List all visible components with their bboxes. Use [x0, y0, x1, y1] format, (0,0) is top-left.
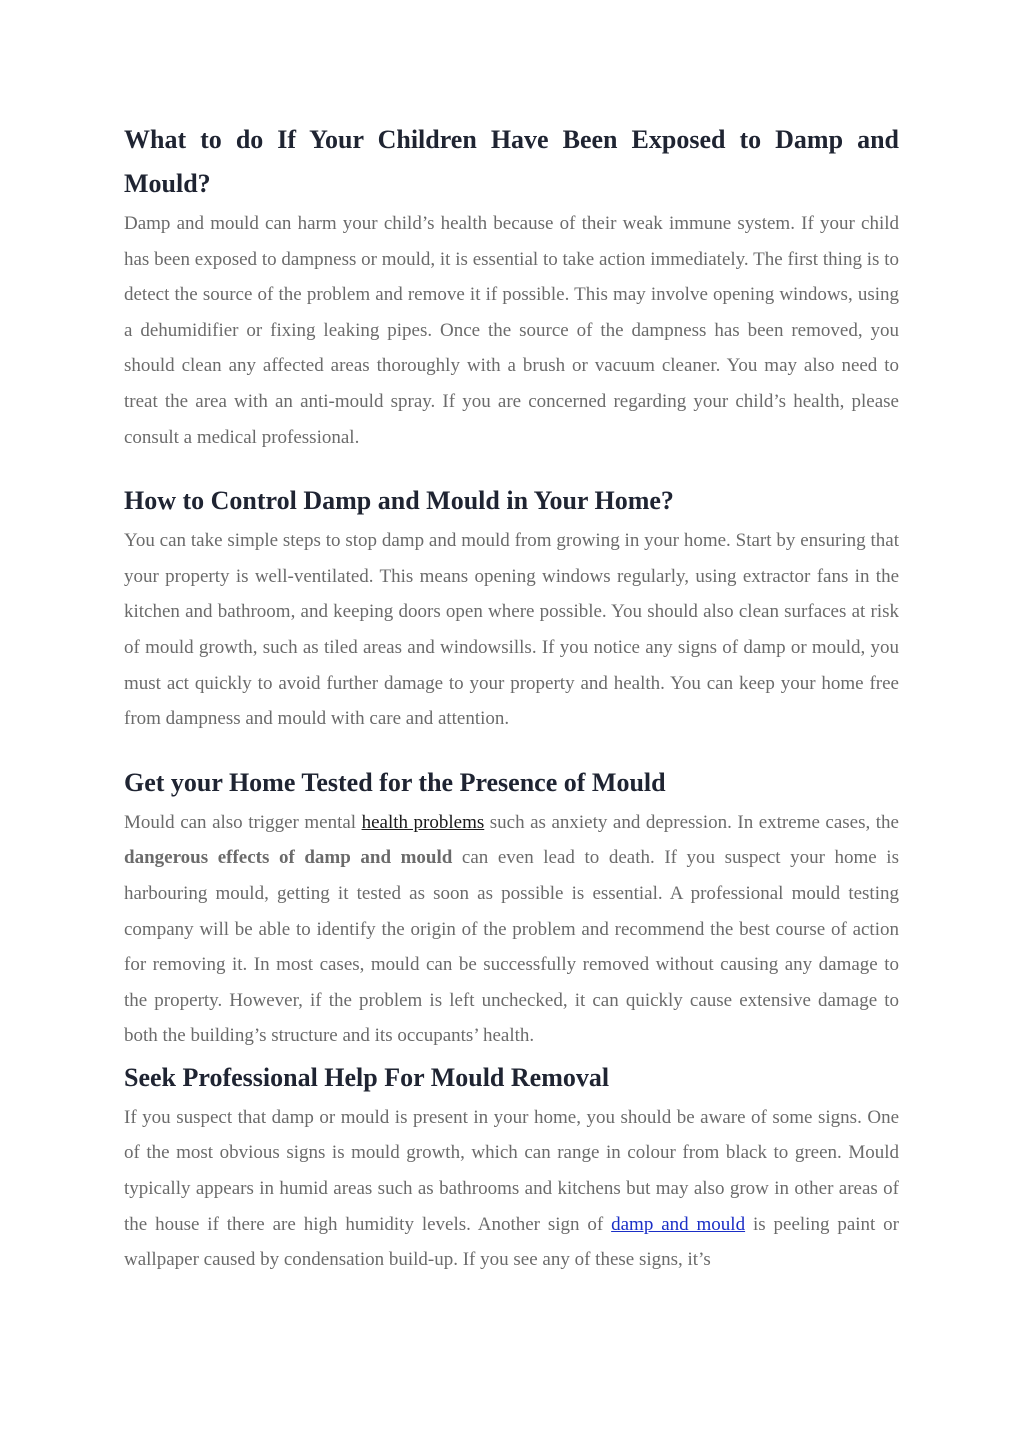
section-heading-home-testing: Get your Home Tested for the Presence of Mould — [124, 767, 666, 797]
paragraph-text: such as anxiety and depression. In extreme cases, the — [484, 811, 899, 833]
section-paragraph-professional-help — [124, 1100, 899, 1278]
damp-and-mould-link[interactable]: damp and mould — [611, 1213, 746, 1235]
section-paragraph-home-testing — [124, 805, 899, 1054]
section-paragraph-children-exposure: Damp and mould can harm your child’s health because of their weak immune system. If your child has been exposed to dampness or mould, it is essential to take action immediately. The first thing is to detect the source of the problem and remove it if possible. This may involve opening windows, using a dehumidifier or fixing leaking pipes. Once the source of the dampness has been removed, you should clean any affected areas thoroughly with a brush or vacuum cleaner. You may also need to treat the area with an anti-mould spray. If you are concerned regarding your child’s health, please consult a medical professional. — [124, 213, 899, 448]
health-problems-link[interactable]: health problems — [361, 811, 485, 833]
bold-phrase: dangerous effects of damp and mould — [124, 847, 453, 869]
section-heading-children-exposure: What to do If Your Children Have Been Exposed to Damp and Mould? — [124, 125, 899, 198]
paragraph-text: is peeling paint or wallpaper caused by condensation build-up. If you see any of these signs, it’s — [124, 1213, 900, 1271]
paragraph-text: can even lead to death. If you suspect your home is harbouring mould, getting it tested as soon as possible is essential. A professional mould testing company will be able to identify the origin of the problem and recommend the best course of action for removing it. In most cases, mould can be successfully removed without causing any damage to the property. However, if the problem is left unchecked, it can quickly cause extensive damage to both the building’s structure and its occupants’ health. — [124, 847, 899, 1047]
paragraph-text: Mould can also trigger mental — [124, 811, 362, 833]
section-heading-professional-help: Seek Professional Help For Mould Removal — [124, 1062, 610, 1092]
section-heading-control-damp: How to Control Damp and Mould in Your Home? — [124, 486, 674, 516]
paragraph-text: If you suspect that damp or mould is present in your home, you should be aware of some signs. One of the most obvious signs is mould growth, which can range in colour from black to green. Mould typically appears in humid areas such as bathrooms and kitchens but may also grow in other areas of the house if there are high humidity levels. Another sign of — [124, 1106, 899, 1235]
document-page — [124, 118, 899, 1278]
section-paragraph-control-damp: You can take simple steps to stop damp and mould from growing in your home. Start by ensuring that your property is well-ventilated. This means opening windows regularly, using extractor fans in the kitchen and bathroom, and keeping doors open where possible. You should also clean surfaces at risk of mould growth, such as tiled areas and windowsills. If you notice any signs of damp or mould, you must act quickly to avoid further damage to your property and health. You can keep your home free from dampness and mould with care and attention. — [124, 530, 899, 730]
